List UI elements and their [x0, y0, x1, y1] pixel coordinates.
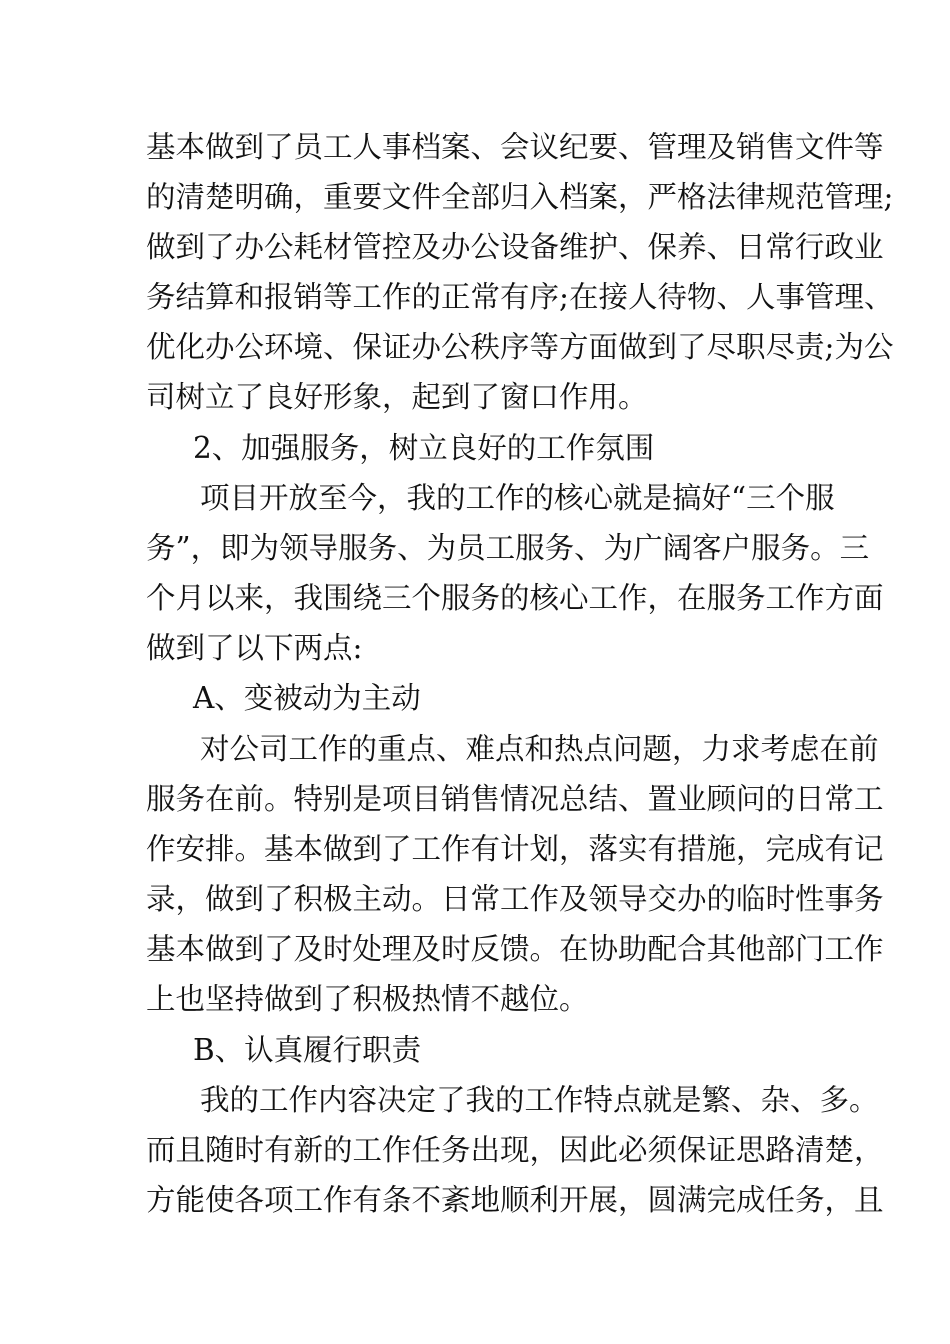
paragraph-line: 做到了以下两点: [146, 631, 363, 665]
paragraph-line: 司树立了良好形象，起到了窗口作用。 [146, 380, 648, 414]
subsection-heading: A、变被动为主动 [193, 681, 421, 715]
paragraph-line: 优化办公环境、保证办公秩序等方面做到了尽职尽责;为公 [146, 330, 894, 364]
paragraph-line: 方能使各项工作有条不紊地顺利开展，圆满完成任务，且 [146, 1183, 884, 1217]
paragraph-line: 做到了办公耗材管控及办公设备维护、保养、日常行政业 [146, 230, 884, 264]
paragraph-line: 服务在前。特别是项目销售情况总结、置业顾问的日常工 [146, 782, 884, 816]
paragraph-line: 我的工作内容决定了我的工作特点就是繁、杂、多。 [200, 1083, 879, 1117]
paragraph-line: 个月以来，我围绕三个服务的核心工作，在服务工作方面 [146, 581, 884, 615]
paragraph-line: 录，做到了积极主动。日常工作及领导交办的临时性事务 [146, 882, 884, 916]
paragraph-line: 基本做到了及时处理及时反馈。在协助配合其他部门工作 [146, 932, 884, 966]
paragraph-line: 项目开放至今，我的工作的核心就是搞好“三个服 [200, 481, 835, 515]
paragraph-line: 务”，即为领导服务、为员工服务、为广阔客户服务。三 [146, 531, 870, 565]
paragraph-line: 对公司工作的重点、难点和热点问题，力求考虑在前 [200, 732, 879, 766]
paragraph-line: 上也坚持做到了积极热情不越位。 [146, 982, 589, 1016]
section-heading: 2、加强服务，树立良好的工作氛围 [193, 431, 655, 465]
paragraph-line: 作安排。基本做到了工作有计划，落实有措施，完成有记 [146, 832, 884, 866]
paragraph-line: 而且随时有新的工作任务出现，因此必须保证思路清楚， [146, 1133, 884, 1167]
paragraph-line: 务结算和报销等工作的正常有序;在接人待物、人事管理、 [146, 280, 894, 314]
paragraph-line: 基本做到了员工人事档案、会议纪要、管理及销售文件等 [146, 130, 884, 164]
paragraph-line: 的清楚明确，重要文件全部归入档案，严格法律规范管理; [146, 180, 894, 214]
subsection-heading: B、认真履行职责 [193, 1033, 422, 1067]
